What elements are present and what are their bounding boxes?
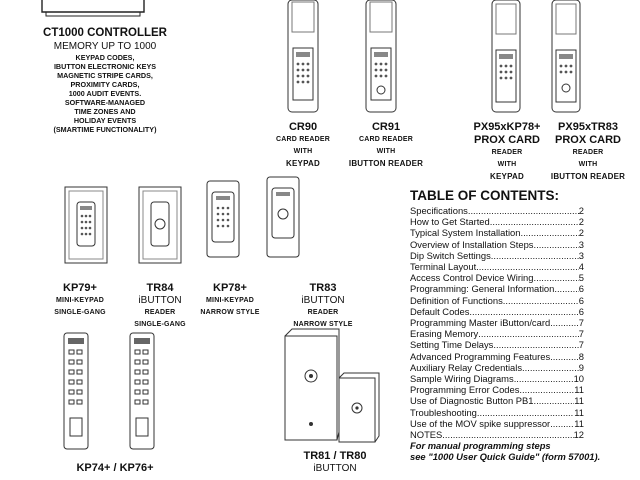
toc-entry-page: 5 [578, 272, 584, 284]
feature-line: SOFTWARE-MANAGED [64, 98, 146, 107]
toc-entry-page: 6 [578, 294, 584, 306]
toc-entry [410, 205, 584, 216]
toc-entry [410, 283, 584, 294]
toc-entry-page: 7 [578, 328, 584, 340]
px95tr83-name2: PROX CARD [554, 134, 621, 146]
px95tr83-illustration [546, 0, 586, 115]
toc-list [410, 205, 584, 440]
toc-entry-title: Access Control Device Wiring [410, 272, 534, 284]
px95kp78-line1: READER [491, 149, 523, 156]
toc-entry-leader [476, 261, 579, 272]
table-of-contents [410, 188, 601, 463]
toc-entry-page: 3 [578, 249, 584, 261]
toc-entry-leader [519, 384, 574, 395]
toc-entry [410, 418, 584, 429]
toc-entry-page: 6 [578, 305, 584, 317]
toc-entry-title: Programming Master iButton/card [410, 317, 551, 329]
toc-entry-leader [469, 306, 578, 317]
px95kp78-name2: PROX CARD [473, 134, 540, 146]
toc-entry-page: 7 [578, 317, 584, 329]
toc-entry-page: 4 [578, 261, 584, 273]
toc-entry [410, 250, 584, 261]
cr90-name: CR90 [288, 121, 318, 133]
px95kp78-line2: WITH [497, 161, 517, 168]
toc-entry-title: How to Get Started [410, 216, 490, 228]
toc-entry [410, 306, 584, 317]
tr83-line1: READER [307, 309, 339, 316]
toc-entry-title: Sample Wiring Diagrams [410, 373, 514, 385]
px95kp78-line3: KEYPAD [490, 172, 524, 181]
toc-note-2: see "1000 User Quick Guide" (form 57001). [410, 451, 601, 463]
cr90-line1: CARD READER [276, 136, 330, 143]
toc-entry-title: Dip Switch Settings [410, 249, 491, 261]
toc-entry-leader [554, 283, 578, 294]
toc-entry [410, 384, 584, 395]
toc-entry [410, 429, 584, 440]
toc-entry-title: Advanced Programming Features [410, 350, 551, 362]
toc-entry-title: Terminal Layout [410, 261, 477, 273]
toc-entry-page: 2 [578, 216, 584, 228]
cr90-line3: KEYPAD [286, 159, 320, 168]
toc-entry-page: 12 [573, 429, 584, 441]
toc-entry-page: 11 [574, 395, 584, 407]
toc-entry [410, 351, 584, 362]
px95tr83-line2: WITH [578, 161, 598, 168]
toc-entry-leader [550, 418, 574, 429]
toc-entry [410, 227, 584, 238]
toc-entry [410, 362, 584, 373]
feature-line: HOLIDAY EVENTS [73, 116, 137, 125]
toc-entry-leader [490, 216, 579, 227]
toc-entry-page: 2 [578, 205, 584, 216]
feature-line: KEYPAD CODES, [75, 53, 135, 62]
toc-entry [410, 295, 584, 306]
kp74-kp76-name: KP74+ / KP76+ [76, 462, 154, 474]
tr84-sub: iBUTTON [138, 295, 182, 306]
feature-line: TIME ZONES AND [74, 107, 136, 116]
kp79-illustration [64, 186, 108, 266]
toc-entry-leader [442, 429, 573, 440]
kp78-line2: NARROW STYLE [200, 309, 260, 316]
toc-entry-leader [503, 295, 579, 306]
toc-entry-title: Specifications [410, 205, 468, 216]
toc-entry-leader [550, 317, 579, 328]
toc-entry [410, 339, 584, 350]
toc-entry-title: Use of Diagnostic Button PB1 [410, 395, 534, 407]
controller-box-drawing [40, 0, 148, 18]
toc-entry-page: 11 [574, 417, 584, 429]
toc-entry-leader [550, 351, 579, 362]
toc-entry-leader [491, 250, 579, 261]
toc-entry-page: 10 [573, 373, 584, 385]
toc-entry [410, 328, 584, 339]
tr83-line2: NARROW STYLE [293, 321, 353, 328]
tr83-name: TR83 [309, 282, 337, 294]
kp78-illustration [206, 180, 242, 260]
kp76-illustration [128, 332, 158, 452]
toc-entry [410, 272, 584, 283]
toc-entry-leader [493, 339, 578, 350]
toc-entry-title: Troubleshooting [410, 406, 477, 418]
controller-memory: MEMORY UP TO 1000 [53, 41, 157, 52]
toc-entry-title: Setting Time Delays [410, 339, 494, 351]
tr81-illustration [284, 328, 340, 444]
feature-line: IBUTTON ELECTRONIC KEYS [53, 62, 157, 71]
cr91-line2: WITH [376, 148, 396, 155]
px95tr83-line1: READER [572, 149, 604, 156]
toc-entry-title: Overview of Installation Steps [410, 238, 534, 250]
toc-entry-page: 8 [578, 350, 584, 362]
tr81-tr80-sub: iBUTTON [313, 463, 357, 474]
px95kp78-name: PX95xKP78+ [473, 121, 541, 133]
toc-entry-leader [522, 362, 579, 373]
kp79-line1: MINI-KEYPAD [56, 297, 104, 304]
toc-entry-page: 11 [574, 384, 584, 396]
cr90-line2: WITH [293, 148, 313, 155]
toc-entry-leader [520, 227, 578, 238]
controller-illustration [40, 0, 148, 18]
feature-line: PROXIMITY CARDS, [70, 80, 140, 89]
toc-entry-page: 7 [578, 339, 584, 351]
toc-entry-title: Use of the MOV spike suppressor [410, 417, 551, 429]
toc-entry-title: Definition of Functions [410, 294, 503, 306]
feature-line: (SMARTIME FUNCTIONALITY) [53, 125, 157, 134]
tr84-line2: SINGLE-GANG [134, 321, 186, 328]
toc-entry-title: Typical System Installation [410, 227, 521, 239]
px95tr83-line3: IBUTTON READER [550, 172, 626, 181]
tr81-tr80-name: TR81 / TR80 [303, 450, 367, 462]
tr84-name: TR84 [146, 282, 174, 294]
toc-entry [410, 261, 584, 272]
cr91-name: CR91 [371, 121, 401, 133]
toc-entry [410, 317, 584, 328]
toc-entry-page: 2 [578, 227, 584, 239]
kp78-name: KP78+ [213, 282, 247, 294]
toc-entry-leader [477, 407, 574, 418]
tr84-line1: READER [144, 309, 176, 316]
toc-entry-leader [468, 205, 579, 216]
toc-entry-page: 3 [578, 238, 584, 250]
toc-entry [410, 216, 584, 227]
tr80-illustration [338, 372, 380, 444]
kp79-line2: SINGLE-GANG [54, 309, 106, 316]
kp74-illustration [62, 332, 92, 452]
cr90-illustration [282, 0, 324, 115]
toc-entry-page: 11 [574, 406, 584, 418]
toc-entry-leader [534, 395, 575, 406]
toc-entry-leader [514, 373, 574, 384]
cr91-line1: CARD READER [359, 136, 413, 143]
feature-line: 1000 AUDIT EVENTS. [68, 89, 142, 98]
feature-line: MAGNETIC STRIPE CARDS, [57, 71, 153, 80]
toc-entry-page: 9 [578, 361, 584, 373]
toc-entry-title: Programming Error Codes [410, 384, 520, 396]
toc-entry-page: 6 [578, 283, 584, 295]
toc-entry-leader [478, 328, 579, 339]
controller-title: CT1000 CONTROLLER [43, 27, 167, 39]
toc-entry [410, 407, 584, 418]
toc-entry [410, 239, 584, 250]
kp78-line1: MINI-KEYPAD [206, 297, 254, 304]
px95tr83-name: PX95xTR83 [558, 121, 618, 133]
toc-entry-leader [533, 272, 578, 283]
kp79-name: KP79+ [63, 282, 97, 294]
toc-entry-title: Erasing Memory [410, 328, 479, 340]
toc-entry-leader [534, 239, 579, 250]
toc-entry-title: Default Codes [410, 305, 470, 317]
tr84-illustration [138, 186, 182, 266]
tr83-sub: iBUTTON [301, 295, 345, 306]
toc-entry [410, 373, 584, 384]
controller-features [20, 53, 190, 134]
toc-entry-title: NOTES [410, 429, 443, 441]
toc-note-1: For manual programming steps [410, 440, 551, 452]
toc-entry-title: Programming: General Information [410, 283, 555, 295]
toc-heading: TABLE OF CONTENTS: [410, 188, 559, 203]
px95kp78-illustration [486, 0, 526, 115]
toc-entry [410, 395, 584, 406]
tr83-illustration [266, 176, 302, 260]
cr91-line3: IBUTTON READER [348, 159, 424, 168]
cr91-illustration [360, 0, 402, 115]
toc-entry-title: Auxiliary Relay Credentials [410, 361, 523, 373]
